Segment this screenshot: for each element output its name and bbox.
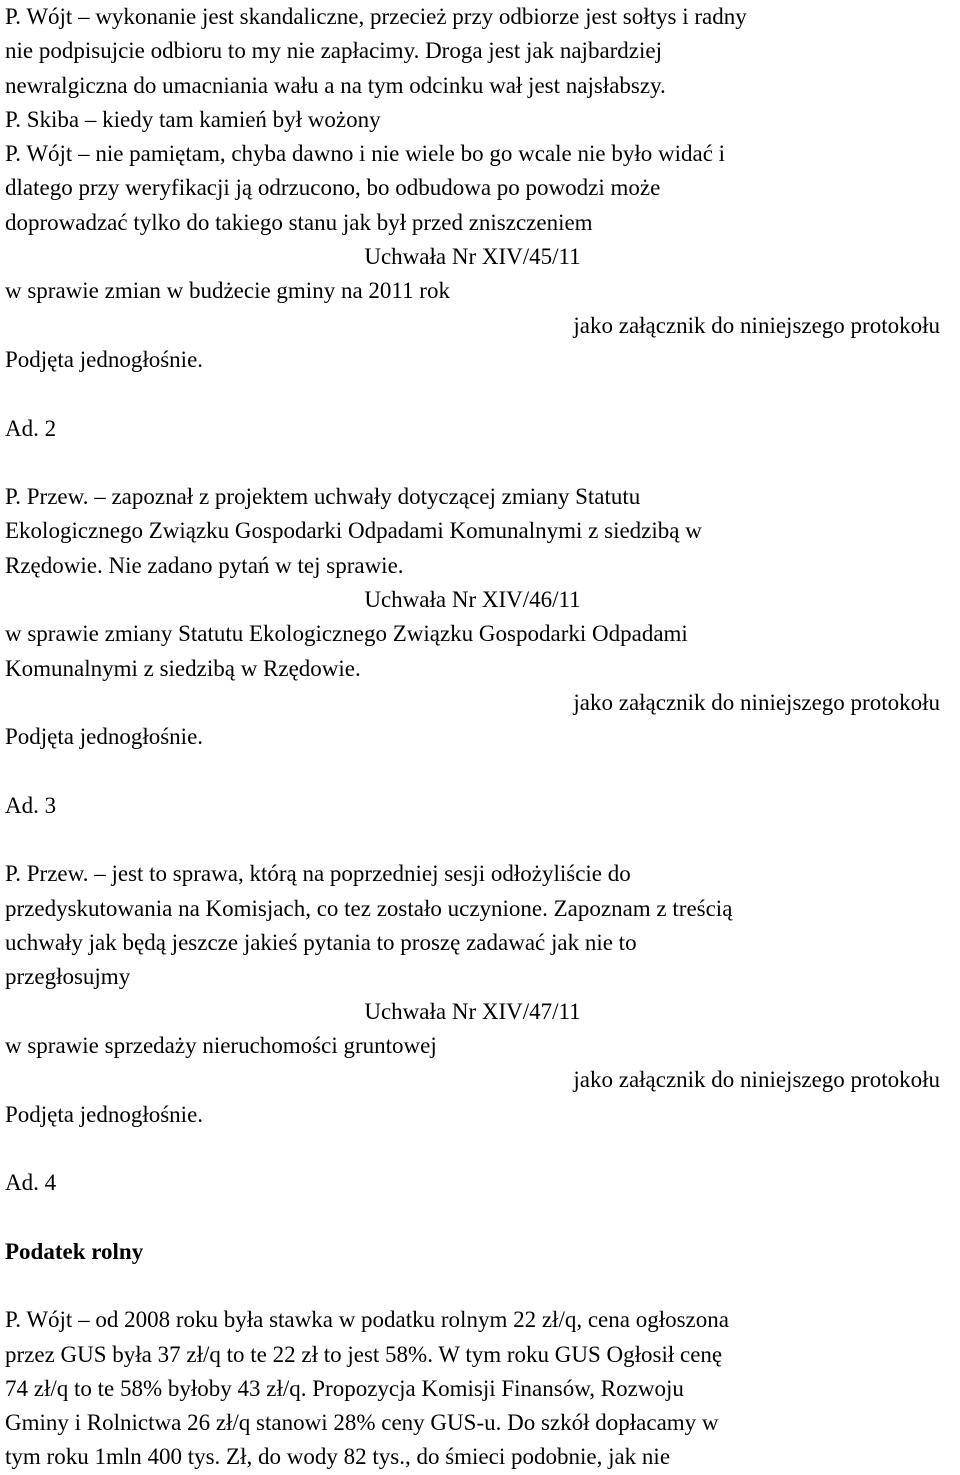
section-label: Ad. 3	[5, 792, 57, 818]
text-line: P. Wójt – wykonanie jest skandaliczne, przecież przy odbiorze jest sołtys i radny	[5, 4, 747, 29]
text-line: P. Wójt – nie pamiętam, chyba dawno i nie wiele bo go wcale nie było widać i	[5, 141, 726, 167]
text-line: P. Skiba – kiedy tam kamień był wożony	[5, 106, 381, 132]
attachment-note: jako załącznik do niniejszego protokołu	[573, 689, 940, 715]
block-ad4	[5, 1166, 940, 1475]
block-ad3	[5, 789, 940, 1166]
text-line: przedyskutowania na Komisjach, co tez zostało uczynione. Zapoznam z treścią	[5, 895, 733, 921]
text-line: Gminy i Rolnictwa 26 zł/q stanowi 28% ceny GUS-u. Do szkół dopłacamy w	[5, 1410, 719, 1436]
section-label: Ad. 2	[5, 415, 57, 441]
blank-line	[5, 1200, 940, 1234]
text-line: nie podpisujcie odbioru to my nie zapłacimy. Droga jest jak najbardziej	[5, 38, 663, 64]
blank-line	[5, 377, 940, 411]
text-line: Rzędowie. Nie zadano pytań w tej sprawie.	[5, 552, 404, 578]
text-line: newralgiczna do umacniania wału a na tym odcinku wał jest najsłabszy.	[5, 72, 666, 98]
text-line: doprowadzać tylko do takiego stanu jak był przed zniszczeniem	[5, 209, 593, 235]
text-line: 74 zł/q to te 58% byłoby 43 zł/q. Propozycja Komisji Finansów, Rozwoju	[5, 1375, 684, 1401]
text-line: przegłosujmy	[5, 964, 131, 990]
text-line: Ekologicznego Związku Gospodarki Odpadami Komunalnymi z siedzibą w	[5, 518, 702, 544]
text-line: P. Wójt – od 2008 roku była stawka w podatku rolnym 22 zł/q, cena ogłoszona	[5, 1307, 729, 1333]
blank-line	[5, 755, 940, 789]
text-line: tym roku 1mln 400 tys. Zł, do wody 82 tys., do śmieci podobnie, jak nie	[5, 1444, 671, 1470]
text-line: przez GUS była 37 zł/q to te 22 zł to jest 58%. W tym roku GUS Ogłosił cenę	[5, 1341, 723, 1367]
text-line: P. Przew. – jest to sprawa, którą na poprzedniej sesji odłożyliście do	[5, 861, 631, 887]
blank-line	[5, 823, 940, 857]
text-line: P. Przew. – zapoznał z projektem uchwały dotyczącej zmiany Statutu	[5, 484, 641, 510]
resolution-subject: Komunalnymi z siedzibą w Rzędowie.	[5, 655, 361, 681]
adopted-note: Podjęta jednogłośnie.	[5, 346, 204, 372]
resolution-number: Uchwała Nr XIV/46/11	[364, 587, 581, 613]
block-ad2	[5, 412, 940, 789]
blank-line	[5, 446, 940, 480]
block-opening	[5, 0, 940, 412]
resolution-subject: w sprawie zmiany Statutu Ekologicznego Związku Gospodarki Odpadami	[5, 621, 688, 647]
text-line: dlatego przy weryfikacji ją odrzucono, bo odbudowa po powodzi może	[5, 175, 661, 201]
resolution-subject: w sprawie zmian w budżecie gminy na 2011 rok	[5, 278, 450, 304]
resolution-number: Uchwała Nr XIV/45/11	[364, 244, 581, 270]
blank-line	[5, 1132, 940, 1166]
resolution-subject: w sprawie sprzedaży nieruchomości gruntowej	[5, 1032, 437, 1058]
section-label: Ad. 4	[5, 1170, 57, 1196]
resolution-number: Uchwała Nr XIV/47/11	[364, 998, 581, 1024]
attachment-note: jako załącznik do niniejszego protokołu	[573, 1067, 940, 1093]
text-line: uchwały jak będą jeszcze jakieś pytania to proszę zadawać jak nie to	[5, 930, 637, 956]
adopted-note: Podjęta jednogłośnie.	[5, 724, 204, 750]
adopted-note: Podjęta jednogłośnie.	[5, 1101, 204, 1127]
blank-line	[5, 1269, 940, 1303]
attachment-note: jako załącznik do niniejszego protokołu	[573, 312, 940, 338]
section-heading: Podatek rolny	[5, 1238, 144, 1264]
